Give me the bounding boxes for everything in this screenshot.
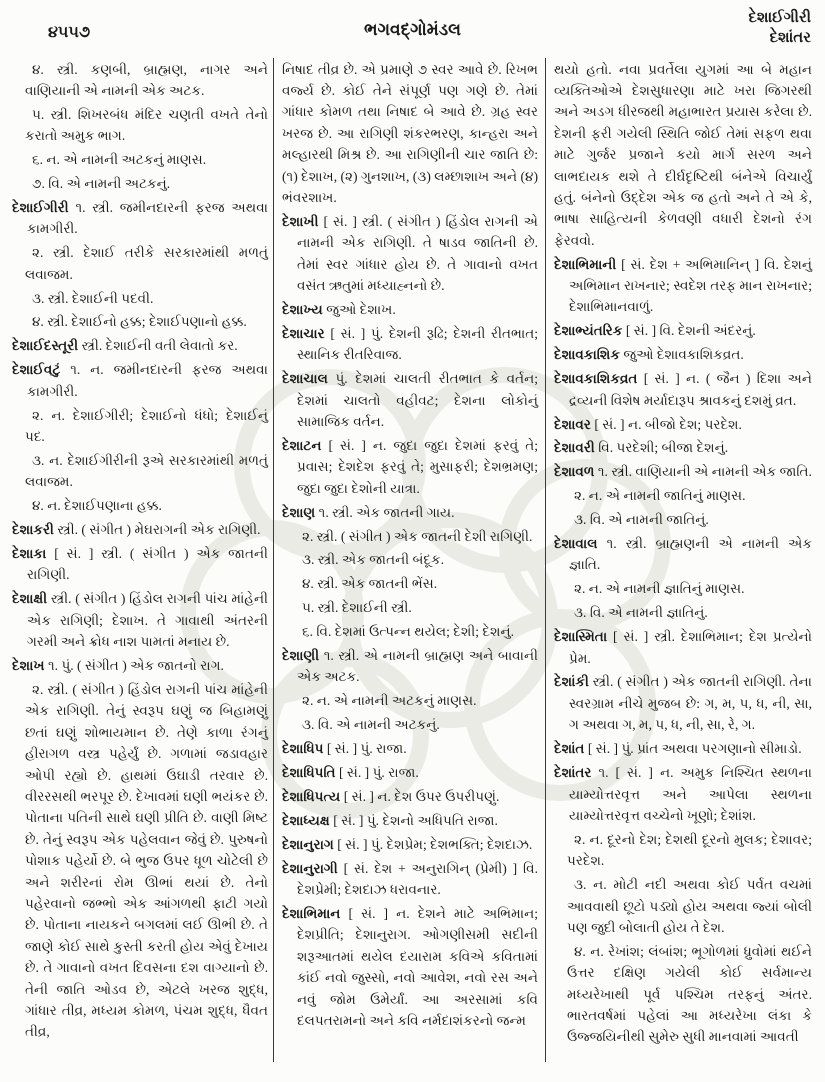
headword: દેશાખ્ય bbox=[282, 301, 327, 317]
headword: દેશાવકાશિક bbox=[554, 347, 624, 363]
dictionary-entry: દેશાકરી સ્ત્રી. ( સંગીત ) મેઘરાગની એક રાગિણી. bbox=[12, 522, 261, 538]
dictionary-entry: દેશાખ્ય જુઓ દેશાખ. bbox=[282, 301, 396, 317]
dictionary-entry: દેશાઈવટું ૧. ન. જમીનદારની ફરજ અથવા કામગીરી. bbox=[12, 362, 268, 399]
dictionary-entry: દેશાધિપતિ [ સં. ] પું. રાજા. bbox=[282, 765, 419, 781]
dictionary-entry: દેશાવરી વિ. પરદેશી; બીજા દેશનું. bbox=[554, 440, 729, 456]
sense-paragraph: ૪. સ્ત્રી. દેશાઈનો હક્ક; દેશાઈપણાનો હક્ક. bbox=[32, 314, 247, 330]
continuation-paragraph: નિષાદ તીવ્ર છે. એ પ્રમાણે ૭ સ્વર આવે છે. રિખભ વર્જ્ય છે. કોઈ તેને સંપૂર્ણ પણ ગણે છે. તેમાં ગાંધાર કોમળ તથા નિષાદ બે આવે છે. ગ્રહ સ્વર ખરજ છે. આ રાગિણી શંકરભરણ, કાન્હરા અને મલ્હારથી મિશ્ર છે. આ રાગિણીની ચાર જાતિ છે: (૧) દેશાખ, (૨) ગુનશાખ, (૩) લમ્છાશાખ અને (૪) ભંવરશાખ. bbox=[282, 61, 538, 205]
text-column bbox=[12, 56, 268, 1045]
continuation-paragraph: થયો હતો. નવા પ્રવર્તેલા યુગમાં આ બે મહાન વ્યક્તિઓએ દેશસુધારણા માટે ખરા જિગરથી અને અડગ ધીરજથી મહાભારત પ્રયાસ કરેલા છે. દેશની ફરી ગયેલી સ્થિતિ જોઈ તેમાં સફળ થવા માટે ગુર્જર પ્રજાને કયો માર્ગ સરળ અને લાભદાયક થશે તે દીર્ઘદૃષ્ટિથી બંનેએ વિચાર્યું હતું. બંનેનો ઉદ્દેશ એક જ હતો અને તે એ કે, ભાષા સાહિત્યની કેળવણી વધારી દેશનો રંગ ફેરવવો. bbox=[554, 61, 812, 248]
sense-paragraph: ૪. ન. રેખાંશ; લંબાંશ; ભૂગોળમાં ધ્રુવોમાં થઈને ઉત્તર દક્ષિણ ગયેલી કોઈ સર્વમાન્ય મધ્યરેખાથી પૂર્વ પશ્ચિમ તરફનું અંતર. ભારતવર્ષમાં પહેલાં આ મધ્યરેખા લંકા કે ઉજ્જયિનીથી સુમેરુ સુધી માનવામાં આવતી bbox=[567, 943, 812, 1045]
dictionary-entry: દેશાનુરાગી [ સં. દેશ + અનુરાગિન્ (પ્રેમી) ] વિ. દેશપ્રેમી; દેશદાઝ ધરાવનાર. bbox=[282, 860, 538, 898]
sense-paragraph: ૨. ન. દૂરનો દેશ; દેશથી દૂરનો મુલક; દેશાવર; પરદેશ. bbox=[567, 831, 812, 869]
sense-paragraph: ૩. સ્ત્રી. એક જાતની બંદૂક. bbox=[302, 552, 444, 568]
sense-paragraph: ૭. વિ. એ નામની અટકનું. bbox=[32, 176, 171, 192]
headword: દેશાભ્યંતરિક bbox=[554, 323, 626, 339]
column-divider bbox=[545, 58, 546, 1062]
dictionary-entry: દેશાઈગીરી ૧. સ્ત્રી. જમીનદારની ફરજ અથવા કામગીરી. bbox=[12, 199, 268, 237]
sense-paragraph: ૫. સ્ત્રી. શિખરબંધ મંદિર ચણતી વખતે તેનો કરાતો અમુક ભાગ. bbox=[25, 106, 268, 144]
headword: દેશાકરી bbox=[12, 522, 58, 538]
headword: દેશાભિમાની bbox=[554, 256, 622, 272]
sense-paragraph: ૪. ન. દેશાઈપણાના હક્ક. bbox=[32, 498, 162, 514]
headword: દેશાવર bbox=[554, 416, 595, 432]
dictionary-entry: દેશાણી ૧. સ્ત્રી. એ નામની બ્રાહ્મણ અને બાવાની એક અટક. bbox=[282, 648, 538, 685]
headword: દેશાવકાશિકવ્રત bbox=[554, 371, 644, 387]
guide-word-top: દેશાઈગીરી bbox=[748, 10, 811, 26]
headword: દેશાઈગીરી bbox=[12, 199, 76, 215]
sense-paragraph: ૨. ન. એ નામની અટકનું માણસ. bbox=[302, 693, 477, 709]
sense-paragraph: ૩. વિ. એ નામની અટકનું. bbox=[302, 717, 440, 733]
page-header bbox=[0, 6, 825, 54]
sense-paragraph: ૩. સ્ત્રી. દેશાઈની પદવી. bbox=[32, 290, 154, 306]
headword: દેશાંકી bbox=[554, 674, 593, 690]
dictionary-entry: દેશાવાલ ૧. સ્ત્રી. બ્રાહ્મણની એ નામની એક જ્ઞાતિ. bbox=[554, 536, 812, 573]
headword: દેશાભિમાન bbox=[282, 906, 349, 922]
sense-paragraph: ૨. ન. દેશાઈગીરી; દેશાઈનો ધંધો; દેશાઈનું પદ. bbox=[25, 407, 268, 444]
guide-word-bottom: દેશાંતર bbox=[769, 30, 811, 46]
sense-paragraph: ૪. સ્ત્રી. એક જાતની ભેંસ. bbox=[302, 576, 438, 592]
dictionary-entry: દેશાવકાશિકવ્રત [ સં. ] ન. ( જૈન ) દિશા અને દ્રવ્યની વિશેષ મર્યાદારૂપ શ્રાવકનું દશમું વ્રત. bbox=[554, 371, 812, 408]
headword: દેશાવરી bbox=[554, 440, 599, 456]
guide-words bbox=[749, 8, 812, 48]
dictionary-entry: દેશાસ્મિતા [ સં. ] સ્ત્રી. દેશાભિમાન; દેશ પ્રત્યેનો પ્રેમ. bbox=[554, 629, 812, 666]
headword: દેશાવાલ bbox=[554, 536, 607, 552]
text-column bbox=[554, 56, 812, 1050]
headword: દેશાસ્મિતા bbox=[554, 629, 614, 645]
dictionary-entry: દેશાક્ષી સ્ત્રી. ( સંગીત ) હિંડોલ રાગની પાંચ માંહેની એક રાગિણી; દેશાખ. તે ગાવાથી અંતરની ગરમી અને ક્રોધ નાશ પામતાં મનાય છે. bbox=[12, 591, 268, 650]
headword: દેશાખી bbox=[282, 213, 324, 229]
dictionary-entry: દેશાંકી સ્ત્રી. ( સંગીત ) એક જાતની રાગિણી. તેના સ્વરગ્રામ નીચે મુજબ છે: ગ, મ, પ, ધ, ની, સા, ગ અથવા ગ, મ, પ, ધ, ની, સા, રે, ગ. bbox=[554, 674, 812, 733]
book-title: ભગવદ્ગોમંડલ bbox=[364, 20, 461, 39]
sense-paragraph: ૨. ન. એ નામની જ્ઞાતિનું માણસ. bbox=[574, 581, 745, 597]
dictionary-entry: દેશાધ્યક્ષ [ સં. ] પું. દેશનો અધિપતિ રાજા. bbox=[282, 812, 498, 828]
headword: દેશાચાલ bbox=[282, 371, 336, 387]
dictionary-entry: દેશાચાર [ સં. ] પું. દેશની રૂઢિ; દેશની રીતભાત; સ્થાનિક રીતરિવાજ. bbox=[282, 325, 538, 363]
headword: દેશાધિપ bbox=[282, 741, 327, 757]
headword: દેશાધિપત્ય bbox=[282, 789, 344, 804]
headword: દેશાઈદસ્તૂરી bbox=[12, 338, 82, 354]
sense-paragraph: ૩. ન. મોટી નદી અથવા કોઈ પર્વત વચમાં આવવાથી છૂટો પડ્યો હોય અથવા જ્યાં બોલી પણ જુદી બોલાતી હોય તે દેશ. bbox=[567, 877, 812, 935]
dictionary-entry: દેશાચાલ પું. દેશમાં ચાલતી રીતભાત કે વર્તન; દેશમાં ચાલતો વહીવટ; દેશના લોકોનું સામાજિક વર્તન. bbox=[282, 371, 538, 429]
sense-paragraph: ૨. સ્ત્રી. ( સંગીત ) એક જાતની દેશી રાગિણી. bbox=[302, 528, 533, 544]
text-column bbox=[282, 56, 538, 1034]
dictionary-entry: દેશાધિપત્ય [ સં. ] ન. દેશ ઉપર ઉપરીપણું. bbox=[282, 789, 500, 804]
dictionary-entry: દેશાભિમાન [ સં. ] ન. દેશને માટે અભિમાન; દેશપ્રીતિ; દેશાનુરાગ. ઓગણીસમી સદીની શરૂઆતમાં થયેલ દયારામ કવિએ કવિતામાં કાંઈ નવો જુસ્સો, નવો આવેશ, નવો રસ અને નવું જોમ ઉમેર્યાં. આ અરસામાં કવિ દલપતરામનો અને કવિ નર્મદાશંકરનો જન્મ bbox=[282, 906, 539, 1029]
headword: દેશાવળ bbox=[554, 464, 598, 480]
dictionary-entry: દેશાણ ૧. સ્ત્રી. એક જાતની ગાય. bbox=[282, 504, 455, 520]
dictionary-entry: દેશાભિમાની [ સં. દેશ + અભિમાનિન્ ] વિ. દેશનું અભિમાન રાખનાર; સ્વદેશ તરફ માન રાખનાર; દેશાભિમાનવાળું. bbox=[554, 256, 813, 315]
headword: દેશાંત bbox=[554, 741, 588, 757]
sense-paragraph: ૨. ન. એ નામની જાતિનું માણસ. bbox=[574, 488, 746, 504]
dictionary-entry: દેશાભ્યંતરિક [ સં. ] વિ. દેશની અંદરનું. bbox=[554, 323, 756, 339]
dictionary-entry: દેશાવર [ સં. ] ન. બીજો દેશ; પરદેશ. bbox=[554, 416, 742, 432]
headword: દેશાનુરાગી bbox=[282, 860, 344, 876]
column-divider bbox=[273, 58, 274, 1062]
dictionary-entry: દેશાનુરાગ [ સં. ] પું. દેશપ્રેમ; દેશભક્તિ; દેશદાઝ. bbox=[282, 836, 533, 852]
sense-paragraph: ૩. વિ. એ નામની જાતિનું. bbox=[574, 512, 709, 528]
sense-paragraph: ૩. વિ. એ નામની જ્ઞાતિનું. bbox=[574, 605, 708, 621]
headword: દેશાચાર bbox=[282, 325, 331, 341]
headword: દેશાણ bbox=[282, 504, 319, 520]
sense-paragraph: ૬. ન. એ નામની અટકનું માણસ. bbox=[32, 152, 207, 168]
headword: દેશાણી bbox=[282, 648, 324, 664]
headword: દેશાટન bbox=[282, 437, 329, 453]
headword: દેશાક્ષી bbox=[12, 591, 51, 607]
dictionary-entry: દેશાટન [ સં. ] ન. જુદા જુદા દેશમાં ફરવું તે; પ્રવાસ; દેશદેશ ફરવું તે; મુસાફરી; દેશભ્રમણ; જુદા જુદા દેશોની યાત્રા. bbox=[282, 437, 538, 496]
sense-paragraph: ૫. સ્ત્રી. દેશાઈની સ્ત્રી. bbox=[302, 600, 412, 616]
dictionary-entry: દેશાવળ ૧. સ્ત્રી. વાણિયાની એ નામની એક જાતિ. bbox=[554, 464, 812, 480]
headword: દેશાઈવટું bbox=[12, 362, 71, 378]
headword: દેશાનુરાગ bbox=[282, 836, 338, 852]
sense-paragraph: ૩. ન. દેશાઈગીરીની રૂએ સરકારમાંથી મળતું લવાજમ. bbox=[25, 452, 268, 490]
headword: દેશાંતર bbox=[554, 765, 599, 781]
sense-paragraph: ૪. સ્ત્રી. કણબી, બ્રાહ્મણ, નાગર અને વાણિયાની એ નામની એક અટક. bbox=[25, 61, 268, 98]
dictionary-entry: દેશાઈદસ્તૂરી સ્ત્રી. દેશાઈની વતી લેવાતો કર. bbox=[12, 338, 238, 354]
headword: દેશાખ bbox=[12, 658, 48, 674]
sense-paragraph: ૨. સ્ત્રી. દેશાઈ તરીકે સરકારમાંથી મળતું લવાજમ. bbox=[25, 245, 268, 282]
dictionary-entry: દેશાવકાશિક જુઓ દેશાવકાશિકવ્રત. bbox=[554, 347, 744, 363]
dictionary-entry: દેશાખી [ સં. ] સ્ત્રી. ( સંગીત ) હિંડોલ રાગની એ નામની એક રાગિણી. તે ષાડવ જાતિની છે. તેમાં સ્વર ગાંધાર હોય છે. તે ગાવાનો વખત વસંત ઋતુમાં મધ્યાહ્નનો છે. bbox=[282, 213, 538, 294]
sense-paragraph: ૬. વિ. દેશમાં ઉત્પન્ન થયેલ; દેશી; દેશનું. bbox=[302, 624, 515, 640]
sense-paragraph: ૨. સ્ત્રી. ( સંગીત ) હિંડોલ રાગની પાંચ માંહેની એક રાગિણી. તેનું સ્વરૂપ ઘણું જ બિહામણું છતાં ઘણું શોભાયમાન છે. તેણે કાળા રંગનું હીરાગળ વસ્ત્ર પહેર્યું છે. ગળામાં જડાવહાર ઓપી રહ્યો છે. હાથમાં ઉઘાડી તરવાર છે. વીરરસથી ભરપૂર છે. દેખાવમાં ઘણી ભયંકર છે. પોતાના પતિની સાથે ઘણી પ્રીતિ છે. વાણી મિષ્ટ છે. તેનું સ્વરૂપ એક પહેલવાન જેવું છે. પુરુષનો પોશાક પહેર્યો છે. બે ભુજ ઉપર ધૂળ ચોટેલી છે અને શરીરનાં રોમ ઊભાં થયાં છે. તેનો પહેરવાનો જભ્ભો એક આંગળથી ફાટી ગયો છે. પોતાના નાયકને બગલમાં લઈ ઊભી છે. તે જાણે કોઈ સાથે કુસ્તી કરતી હોય એવું દેખાય છે. તે ગાવાનો વખત દિવસના દશ વાગ્યાનો છે. તેની જાતિ ઓડવ છે, એટલે ખરજ શુદ્ધ, ગાંધાર તીવ્ર, મધ્યમ કોમળ, પંચમ શુદ્ધ, ધૈવત તીવ્ર, bbox=[25, 681, 268, 1040]
dictionary-entry: દેશાખ ૧. પું. ( સંગીત ) એક જાતનો રાગ. bbox=[12, 658, 224, 674]
headword: દેશાધિપતિ bbox=[282, 765, 339, 781]
dictionary-entry: દેશાંત [ સં. ] પું. પ્રાંત અથવા પરગણાનો સીમાડો. bbox=[554, 741, 802, 757]
page-number: ૪૫૫૭ bbox=[48, 24, 91, 41]
dictionary-entry: દેશાંતર ૧. [ સં. ] ન. અમુક નિશ્ચિત સ્થળના યામ્યોત્તરવૃત્ત અને આપેલા સ્થળના યામ્યોત્તરવૃત્ત વચ્ચેનો ખૂણો; દેશાંશ. bbox=[554, 765, 812, 823]
dictionary-entry: દેશાકા [ સં. ] સ્ત્રી. ( સંગીત ) એક જાતની રાગિણી. bbox=[12, 546, 268, 583]
headword: દેશાકા bbox=[12, 546, 55, 562]
headword: દેશાધ્યક્ષ bbox=[282, 812, 334, 828]
dictionary-entry: દેશાધિપ [ સં. ] પું. રાજા. bbox=[282, 741, 407, 757]
